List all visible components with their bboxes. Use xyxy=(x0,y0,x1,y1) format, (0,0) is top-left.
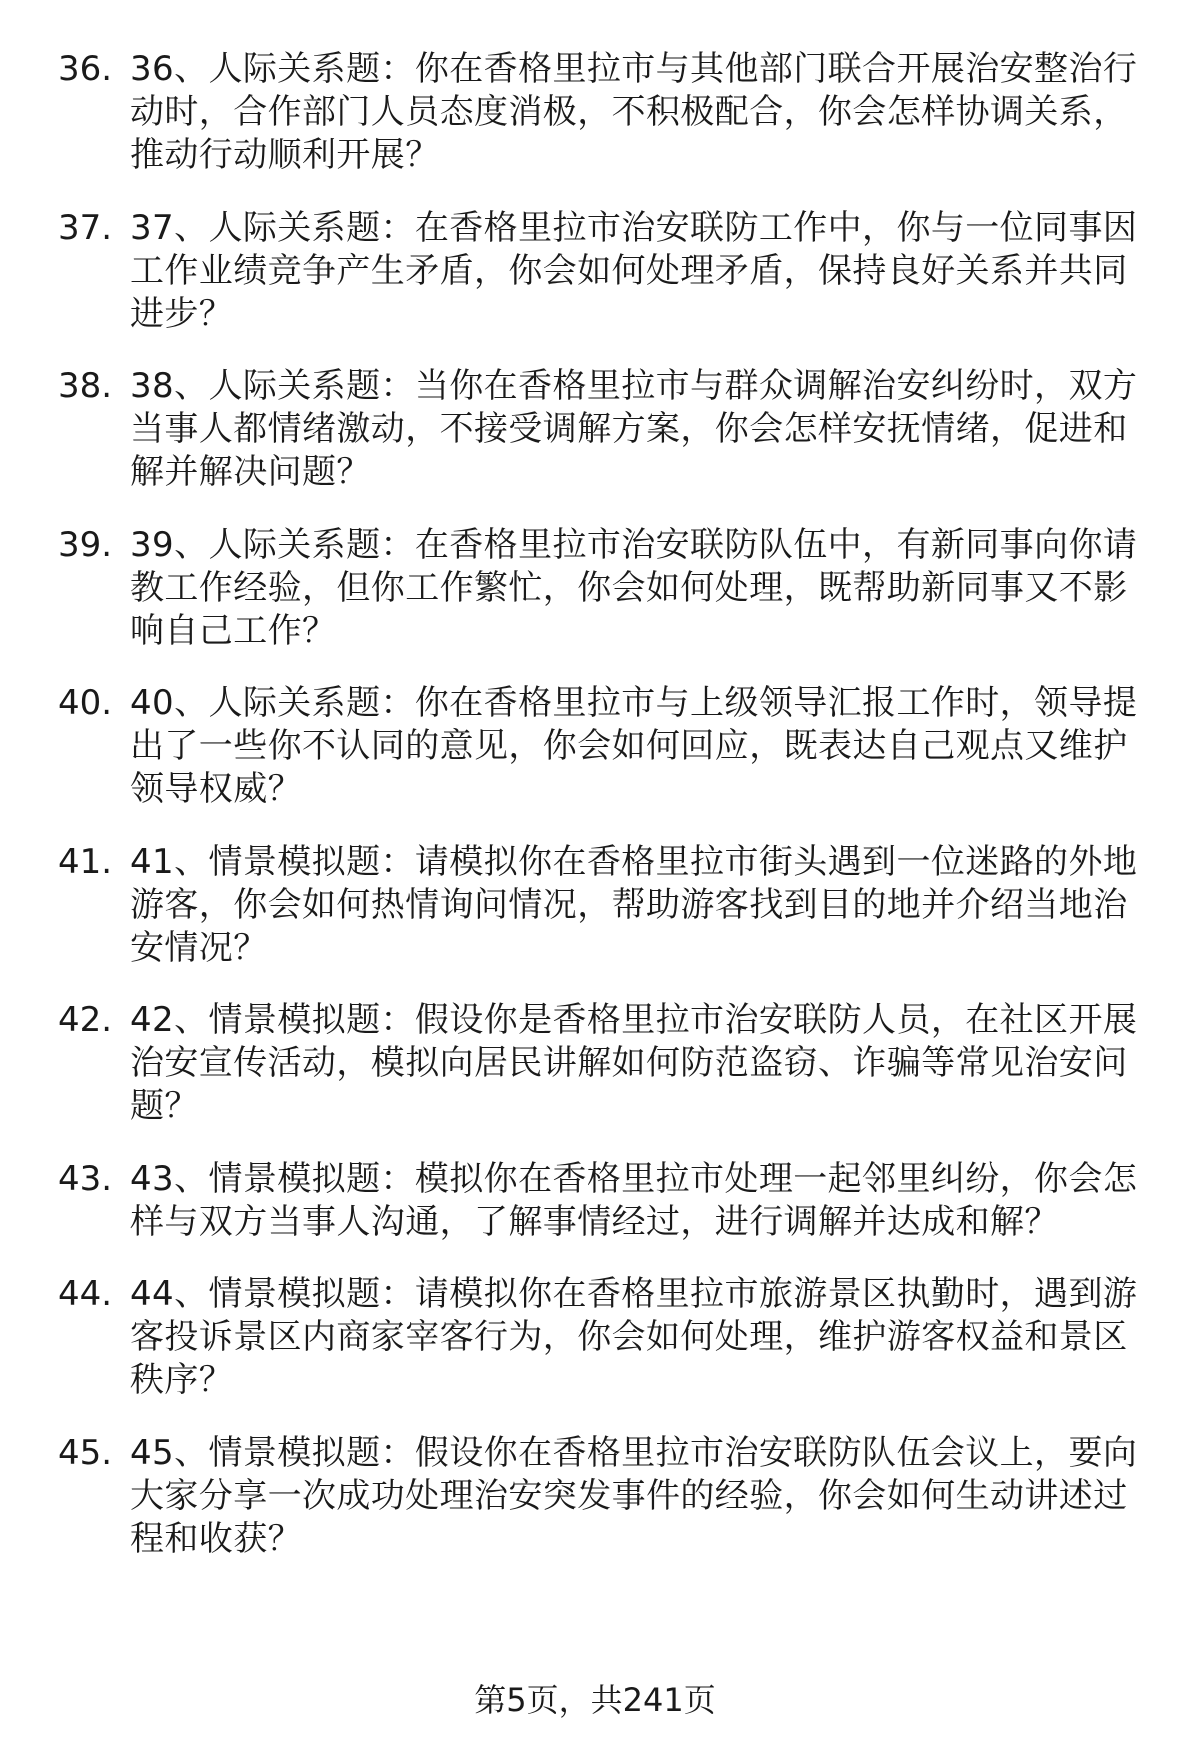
question-item xyxy=(58,1273,1148,1402)
question-number: 43. xyxy=(58,1158,113,1199)
question-item xyxy=(58,207,1148,336)
question-text: 40、人际关系题：你在香格里拉市与上级领导汇报工作时，领导提出了一些你不认同的意见，你会如何回应，既表达自己观点又维护领导权威？ xyxy=(130,683,1138,809)
question-number: 44. xyxy=(58,1274,113,1314)
question-text: 45、情景模拟题：假设你在香格里拉市治安联防队伍会议上，要向大家分享一次成功处理治安突发事件的经验，你会如何生动讲述过程和收获？ xyxy=(130,1432,1138,1559)
question-item xyxy=(58,1432,1148,1561)
page-footer: 第5页，共241页 xyxy=(474,1681,716,1719)
question-item xyxy=(58,841,1148,970)
question-item xyxy=(58,365,1148,494)
question-item xyxy=(58,999,1148,1128)
question-text: 43、情景模拟题：模拟你在香格里拉市处理一起邻里纠纷，你会怎样与双方当事人沟通，了解事情经过，进行调解并达成和解？ xyxy=(130,1158,1138,1242)
question-number: 41. xyxy=(58,841,113,882)
question-number: 45. xyxy=(58,1432,113,1473)
question-item xyxy=(58,48,1148,177)
question-text: 37、人际关系题：在香格里拉市治安联防工作中，你与一位同事因工作业绩竞争产生矛盾，你会如何处理矛盾，保持良好关系并共同进步？ xyxy=(130,207,1138,334)
question-number: 40. xyxy=(58,683,113,723)
question-list xyxy=(58,48,1148,1590)
question-text: 44、情景模拟题：请模拟你在香格里拉市旅游景区执勤时，遇到游客投诉景区内商家宰客行为，你会如何处理，维护游客权益和景区秩序？ xyxy=(130,1274,1138,1400)
question-text: 38、人际关系题：当你在香格里拉市与群众调解治安纠纷时，双方当事人都情绪激动，不接受调解方案，你会怎样安抚情绪，促进和解并解决问题？ xyxy=(130,366,1138,492)
question-number: 42. xyxy=(58,1000,113,1040)
question-number: 39. xyxy=(58,524,113,565)
question-number: 38. xyxy=(58,366,113,406)
question-text: 41、情景模拟题：请模拟你在香格里拉市街头遇到一位迷路的外地游客，你会如何热情询问情况，帮助游客找到目的地并介绍当地治安情况？ xyxy=(130,841,1138,968)
question-text: 39、人际关系题：在香格里拉市治安联防队伍中，有新同事向你请教工作经验，但你工作繁忙，你会如何处理，既帮助新同事又不影响自己工作？ xyxy=(130,524,1138,651)
question-number: 36. xyxy=(58,49,113,89)
question-text: 36、人际关系题：你在香格里拉市与其他部门联合开展治安整治行动时，合作部门人员态度消极，不积极配合，你会怎样协调关系，推动行动顺利开展？ xyxy=(130,49,1138,175)
question-item xyxy=(58,1158,1148,1244)
question-text: 42、情景模拟题：假设你是香格里拉市治安联防人员，在社区开展治安宣传活动，模拟向居民讲解如何防范盗窃、诈骗等常见治安问题？ xyxy=(130,1000,1138,1126)
question-number: 37. xyxy=(58,207,113,248)
question-item xyxy=(58,524,1148,653)
question-item xyxy=(58,682,1148,811)
